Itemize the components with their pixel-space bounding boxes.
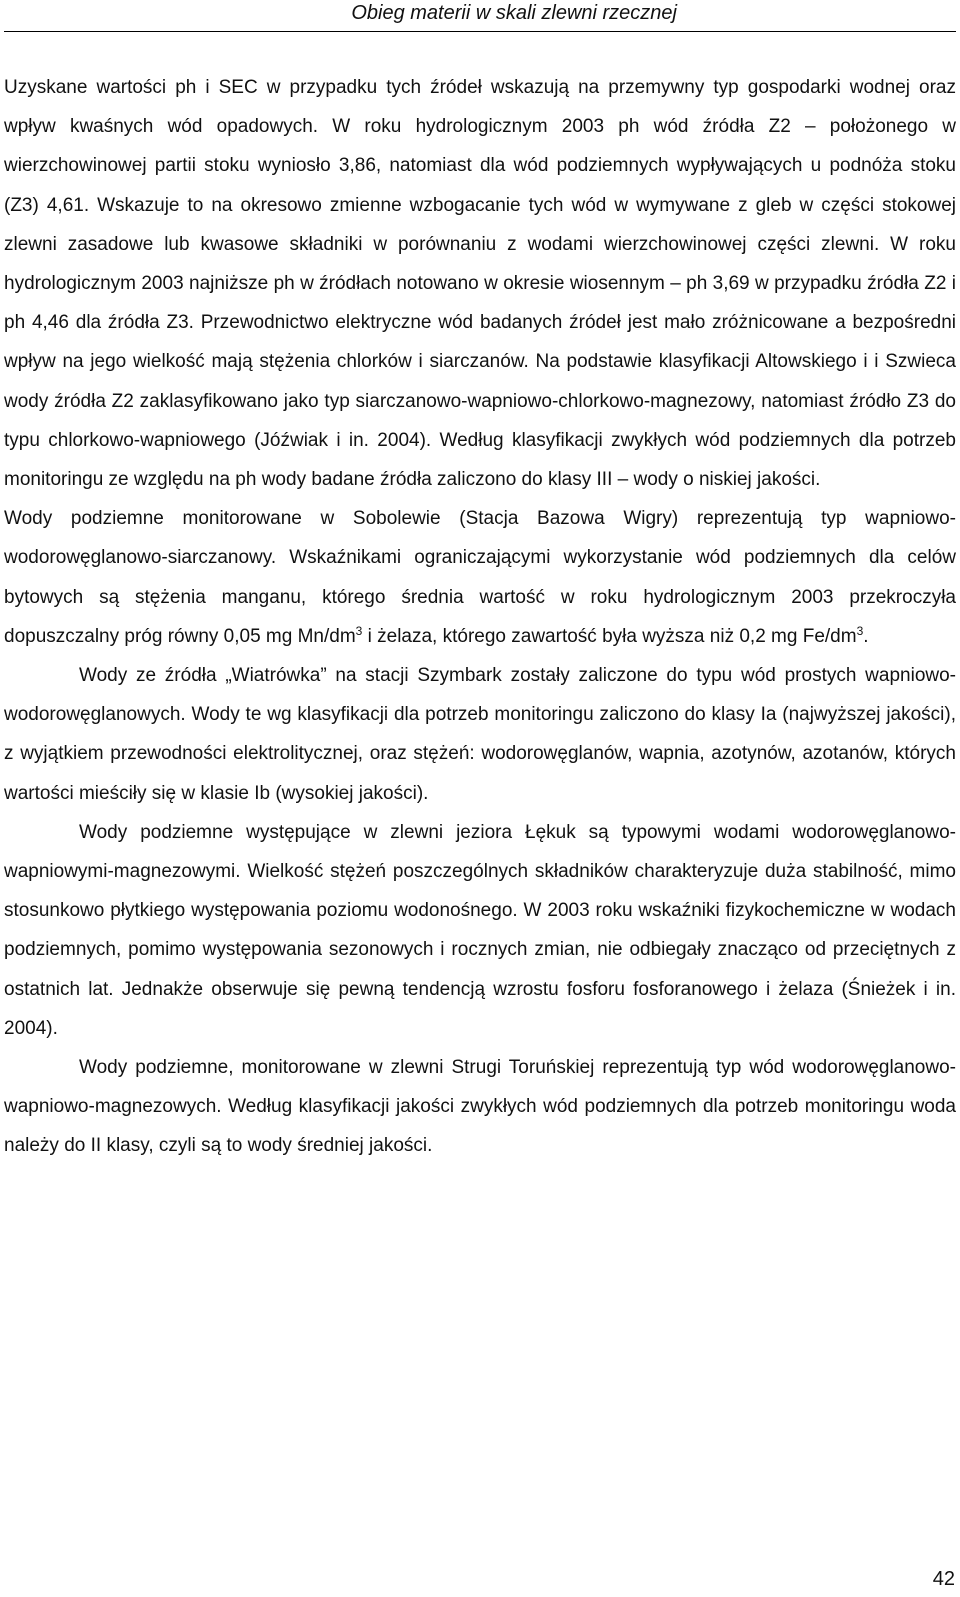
header-divider — [4, 31, 956, 32]
document-body — [4, 68, 956, 1166]
paragraph-text: . — [863, 625, 869, 647]
page-header — [0, 0, 960, 40]
paragraph-struga-torunska: Wody podziemne, monitorowane w zlewni Strugi Toruńskiej reprezentują typ wód wodorowęglanowo-wapniowo-magnezowych. Według klasyfikacji jakości zwykłych wód podziemnych dla potrzeb monitoringu woda należy do II klasy, czyli są to wody średniej jakości. — [4, 1057, 956, 1157]
paragraph-sobolewo — [4, 499, 956, 656]
paragraph-wiatrowka: Wody ze źródła „Wiatrówka” na stacji Szymbark zostały zaliczone do typu wód prostych wapniowo-wodorowęglanowych. Wody te wg klasyfikacji dla potrzeb monitoringu zaliczono do klasy Ia (najwyższej jakości), z wyjątkiem przewodności elektrolitycznej, oraz stężeń: wodorowęglanów, wapnia, azotynów, azotanów, których wartości mieściły się w klasie Ib (wysokiej jakości). — [4, 665, 956, 804]
page-number: 42 — [932, 1568, 955, 1590]
paragraph-text: Wody podziemne monitorowane w Sobolewie (Stacja Bazowa Wigry) reprezentują typ wapniowo-wodorowęglanowo-siarczanowy. Wskaźnikami ograniczającymi wykorzystanie wód podziemnych dla celów bytowych są stężenia manganu, którego średnia wartość w roku hydrologicznym 2003 przekroczyła dopuszczalny próg równy 0,05 mg Mn/dm — [4, 508, 956, 647]
paragraph-lekuk: Wody podziemne występujące w zlewni jeziora Łękuk są typowymi wodami wodorowęglanowo-wapniowymi-magnezowymi. Wielkość stężeń poszczególnych składników charakteryzuje duża stabilność, mimo stosunkowo płytkiego występowania poziomu wodonośnego. W 2003 roku wskaźniki fizykochemiczne w wodach podziemnych, pomimo występowania sezonowych i rocznych zmian, nie odbiegały znacząco od przeciętnych z ostatnich lat. Jednakże obserwuje się pewną tendencją wzrostu fosforu fosforanowego i żelaza (Śnieżek i in. 2004). — [4, 821, 956, 1039]
running-header-title: Obieg materii w skali zlewni rzecznej — [351, 2, 677, 24]
superscript: 3 — [355, 623, 363, 638]
paragraph-text: i żelaza, którego zawartość była wyższa niż 0,2 mg Fe/dm — [362, 625, 857, 647]
superscript: 3 — [856, 623, 864, 638]
paragraph-sources-ph: Uzyskane wartości ph i SEC w przypadku tych źródeł wskazują na przemywny typ gospodarki wodnej oraz wpływ kwaśnych wód opadowych. W roku hydrologicznym 2003 ph wód źródła Z2 – położonego w wierzchowinowej partii stoku wyniosło 3,86, natomiast dla wód podziemnych wypływających u podnóża stoku (Z3) 4,61. Wskazuje to na okresowo zmienne wzbogacanie tych wód w wymywane z gleb w części stokowej zlewni zasadowe lub kwasowe składniki w porównaniu z wodami wierzchowinowej części zlewni. W roku hydrologicznym 2003 najniższe ph w źródłach notowano w okresie wiosennym – ph 3,69 w przypadku źródła Z2 i ph 4,46 dla źródła Z3. Przewodnictwo elektryczne wód badanych źródeł jest mało zróżnicowane a bezpośredni wpływ na jego wielkość mają stężenia chlorków i siarczanów. Na podstawie klasyfikacji Altowskiego i i Szwieca wody źródła Z2 zaklasyfikowano jako typ siarczanowo-wapniowo-chlorkowo-magnezowy, natomiast źródło Z3 do typu chlorkowo-wapniowego (Jóźwiak i in. 2004). Według klasyfikacji zwykłych wód podziemnych dla potrzeb monitoringu ze względu na ph wody badane źródła zaliczono do klasy III – wody o niskiej jakości. — [4, 77, 956, 491]
